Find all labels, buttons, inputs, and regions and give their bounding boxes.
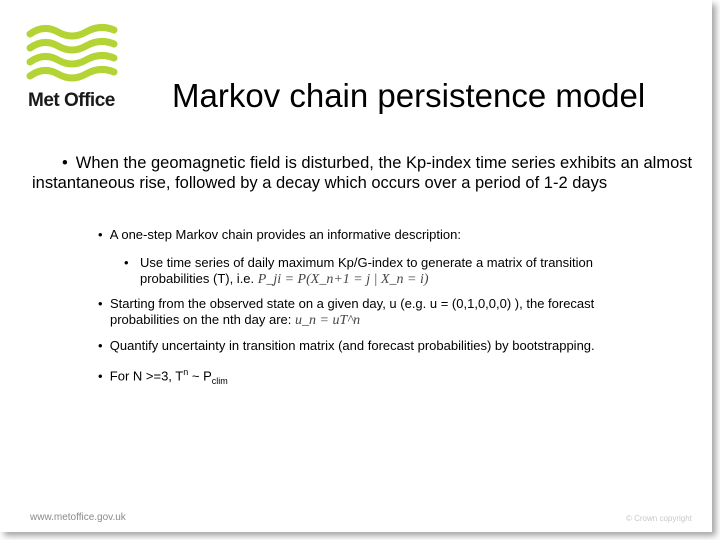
- bullet-text-cont: [124, 271, 704, 288]
- bullet-text: Quantify uncertainty in transition matrix (and forecast probabilities) by bootstrapping.: [109, 338, 595, 353]
- bullet-text: Use time series of daily maximum Kp/G-index to generate a matrix of transition: [140, 255, 594, 270]
- bullet-level3: [124, 255, 704, 288]
- bullet-text-2: probabilities on the nth day are:: [110, 312, 292, 327]
- footer-url: www.metoffice.gov.uk: [30, 512, 126, 523]
- bullet-text-cont: [98, 312, 698, 329]
- superscript: n: [183, 367, 189, 377]
- met-office-wave-logo-icon: [22, 18, 132, 88]
- bullet-text: A one-step Markov chain provides an informative description:: [109, 227, 461, 242]
- bullet-dot: •: [124, 255, 129, 270]
- bullet-text: For N >=3, T: [109, 368, 184, 384]
- bullet-text-2: probabilities (T), i.e.: [140, 271, 255, 286]
- met-office-logo: [22, 18, 132, 118]
- bullet-dot: •: [62, 154, 68, 172]
- footer-copyright: © Crown copyright: [626, 514, 692, 523]
- formula-forecast: u_n = uT^n: [295, 313, 361, 328]
- bullet-level2: [98, 296, 698, 329]
- bullet-dot: •: [98, 338, 110, 353]
- subscript: clim: [211, 375, 228, 386]
- bullet-text: When the geomagnetic field is disturbed, the Kp-index time series exhibits an almost instantaneous rise, followed by a decay which occurs over a period of 1-2 days: [32, 154, 693, 192]
- slide-title: Markov chain persistence model: [172, 77, 646, 114]
- bullet-level2: [98, 338, 698, 354]
- bullet-text: Starting from the observed state on a given day, u (e.g. u = (0,1,0,0,0) ), the forecast: [110, 296, 595, 311]
- bullet-text-mid: ~ P: [188, 368, 212, 384]
- brand-name: Met Office: [28, 90, 115, 111]
- formula-transition: P_ji = P(X_n+1 = j | X_n = i): [257, 272, 429, 287]
- bullet-level2: [98, 227, 698, 243]
- bullet-dot: •: [98, 296, 103, 311]
- bullet-dot: •: [98, 368, 110, 384]
- bullet-level2: [98, 364, 698, 389]
- bullet-dot: •: [98, 227, 110, 242]
- bullet-level1: [32, 154, 704, 193]
